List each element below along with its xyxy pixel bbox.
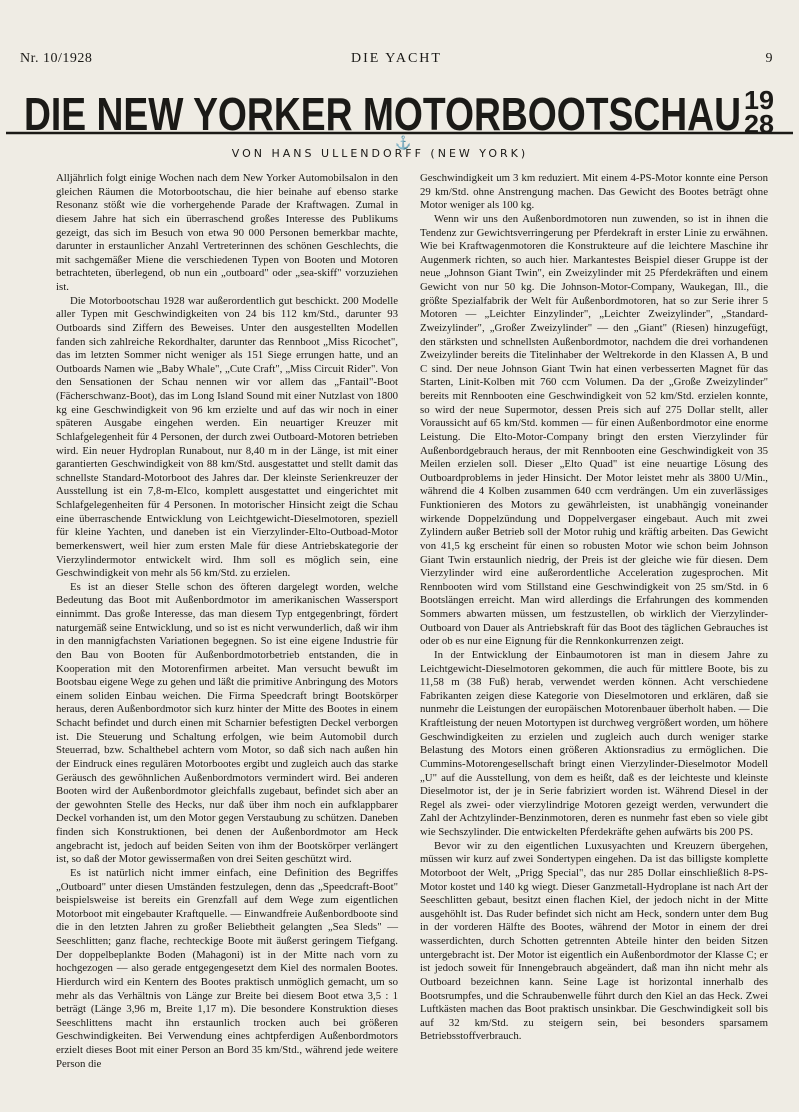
- page-number: 9: [765, 51, 773, 66]
- paragraph: Es ist natürlich nicht immer einfach, eine Definition des Begriffes „Outboard" unter diesen Umständen festzulegen, denn das „Speedcraft-Boot" beispielsweise ist bereits ein Grenzfall auf dem Wege zum eigentlichen Motorboot mit eingebauter Kraftquelle. — Einwandfreie Außenbordboote sind die in den letzten Jahren zu großer Beliebtheit gelangten „Sea Sleds" — Seeschlitten; ganz flache, rechteckige Boote mit äußerst geringem Tiefgang. Der doppelbeplankte Boden (Mahagoni) ist in der Mitte nach vorn zu hochgezogen — also gerade entgegengesetzt dem Kiel des normalen Bootes. Hierdurch wird ein Kentern des Bootes praktisch unmöglich gemacht, um so mehr als das Verhältnis von Länge zur Breite bei diesem Boot etwa 3,5 : 1 beträgt (Länge 3,96 m, Breite 1,17 m). Die besondere Konstruktion dieses Seeschlittens macht ihn erstaunlich trocken auch bei größeren Geschwindigkeiten. Bei Verwendung eines achtpferdigen Außenbordmotors erzielt dieses Boot mit einer Person an Bord 35 km/Std., während jede weitere Person die: [56, 866, 398, 1070]
- paragraph: Wenn wir uns den Außenbordmotoren nun zuwenden, so ist in ihnen die Tendenz zur Gewichtsverringerung per Pferdekraft in erster Linie zu erwähnen. Wie bei Kraftwagenmotoren die Konstrukteure auf die leichtere Maschine ihr Augenmerk richten, so auch hier. Markantestes Beispiel dieser Gruppe ist der neue „Johnson Giant Twin", ein Zweizylinder mit 25 Pferdekräften und einem Gewicht von nur 50 kg. Die Johnson-Motor-Company, Waukegan, Ill., die größte Spezialfabrik der Welt für Außenbordmotoren, hat so zur Serie ihrer 5 Motoren — „Leichter Einzylinder", „Leichter Zweizylinder", „Standard-Zweizylinder", „Großer Zweizylinder" — den „Giant" (Riesen) hinzugefügt, den stärksten und schnellsten Außenbordmotor, nachdem die drei vorhandenen Zweizylinder bereits die Titelinhaber der Weltrekorde in den Klassen A, B und C sind. Der neue Johnson Giant Twin hat einen verbesserten Magnet für das Starten, Linit-Kolben mit 760 ccm Volumen. Da der „Große Zweizylinder" bereits mit Rennbooten eine Geschwindigkeit von 52 km/Std. erzielen konnte, so wird der neue Supermotor, dessen Preis sich auf 275 Dollar stellt, aller Voraussicht auf 65 km/Std. kommen — für einen Außenbordmotor eine enorme Leistung. Die Elto-Motor-Company bringt den ersten Vierzylinder für Außenbordgebrauch heraus, der mit Rennbooten eine Geschwindigkeit von 35 Meilen erzielen soll. Dieser „Elto Quad" ist eine neuartige Lösung des Outboardproblems in jeder Hinsicht. Der Motor leistet mehr als 3800 U/Min., während die 4 Kolben zusammen 640 ccm verdrängen. Um ein zuverlässiges Funktionieren des Motors zu gewährleisten, ist unabhängig voneinander wirkende Doppelzündung und Doppelvergaser eingebaut. Auch mit zwei Zylindern außer Betrieb soll der Motor ruhig und kräftig arbeiten. Das Gewicht von 41,5 kg erscheint für einen so robusten Motor wie schon beim Johnson Giant Twin erstaunlich niedrig, der Preis ist der gleiche wie für diesen. Dem Vierzylinder wird eine außerordentliche Acceleration zugesprochen. Mit Rennbooten wird vom Stillstand eine Geschwindigkeit von 25 sm/Std. in 6 Bootslängen erreicht. Man wird allerdings die Erfahrungen des kommenden Sommers abwarten müssen, um festzustellen, ob wirklich der Vierzylinder-Outboard von Dauer als Antriebskraft für das Boot des täglichen Gebrauches ist oder ob es nur eine Eignung für die Rennkonkurrenzen zeigt.: [420, 212, 768, 648]
- article-byline: VON HANS ULLENDORFF (NEW YORK): [231, 147, 529, 160]
- issue-number: Nr. 10/1928: [20, 51, 93, 66]
- anchor-icon: ⚓: [395, 136, 412, 151]
- paragraph: Die Motorbootschau 1928 war außerordentlich gut beschickt. 200 Modelle aller Typen mit Geschwindigkeiten von 24 bis 112 km/Std., darunter 93 Outboards sind Ziffern des Beweises. Unter den ausgestellten Modellen fanden sich zahlreiche Rekordhalter, darunter das Rennboot „Miss Ricochet", das im letzten Sommer nicht weniger als 151 Siege errungen hatte, und an Outboards Namen wie „Baby Whale", „Cute Craft", „Miss Circuit Rider". Von den Sensationen der Schau nennen wir vor allem das „Fantail"-Boot (Fächerschwanz-Boot), das im Long Island Sound mit einer Nutzlast von 1800 kg eine Geschwindigkeit von 96 km erzielte und auf das wir noch in einer späteren Ausgabe eingehen werden. Ein neuartiger Kreuzer mit Schlafgelegenheit für 4 Personen, der durch zwei Outboard-Motoren betrieben wird. Ein neuer Hydroplan Runabout, nur 8,40 m in der Länge, ist mit einer garantierten Geschwindigkeit von 88 km/Std. ausgestattet und stellt damit das schnellste Standard-Motorboot des Jahres dar. Der kleinste Serienkreuzer der Ausstellung ist ein 7,8-m-Elco, komplett ausgestattet und eingerichtet mit Schlafgelegenheiten für 4 Personen. In motorischer Hinsicht zeigt die Schau eine überraschende Entwicklung von Leichtgewicht-Dieselmotoren, speziell für kleine Yachten, und daneben ist ein Vierzylinder-Elto-Outboad-Motor bemerkenswert, weil hier zum ersten Male für diese Antriebskategorie der Vierzylindermotor entwickelt wird. Ihm soll es möglich sein, eine Geschwindigkeit von mehr als 56 km/Std. zu erzielen.: [56, 294, 398, 580]
- paragraph: Bevor wir zu den eigentlichen Luxusyachten und Kreuzern übergehen, müssen wir kurz auf zwei Sondertypen eingehen. Da ist das billigste komplette Motorboot der Welt, „Prigg Special", das nur 285 Dollar einschließlich 8-PS-Motor kostet und 140 kg wiegt. Dieser Ganzmetall-Hydroplane ist nach Art der Seeschlitten gebaut, besitzt einen flachen Kiel, der jedoch nicht in der Mitte ausgehöhlt ist. Das Ruder befindet sich nicht am Heck, sondern unter dem Bug in der vorderen Hälfte des Bootes, während der Motor in einem der drei wasserdichten, durch Schotten getrennten Abteile hinter den beiden Sitzen untergebracht ist. Der Motor ist eigentlich ein Außenbordmotor der Klasse C; er ist jedoch soweit für Innengebrauch abgeändert, daß man ihn nicht mehr als Outboard bezeichnen kann. Seine Lage ist horizontal innerhalb des Bootsrumpfes, und die Schraubenwelle führt durch den Kiel an das Heck. Zwei Luftkästen machen das Boot praktisch unsinkbar. Die Geschwindigkeit soll bis auf 32 km/Std. zu steigern sein, bei besonders sparsamem Betriebsstoffverbrauch.: [420, 839, 768, 1043]
- paragraph: Es ist an dieser Stelle schon des öfteren dargelegt worden, welche Bedeutung das Boot mit Außenbordmotor im amerikanischen Wassersport einnimmt. Das große Interesse, das man diesem Typ entgegenbringt, fördert naturgemäß seine Entwicklung, und so ist es nicht verwunderlich, daß wir ihm in den mannigfachsten Variationen begegnen. So ist eine eigene Industrie für den Bau von Booten für Außenbordmotorbetrieb entstanden, die in Kooperation mit den Motorenfirmen arbeitet. Man versucht bewußt im Bootsbau eigene Wege zu gehen und läßt die primitive Anbringung des Motors einem soliden Einbau weichen. Die Firma Speedcraft bringt Bootskörper heraus, deren Außenbordmotor sich kurz hinter der Mitte des Bootes in einem Schacht befindet und durch einen mit Scharnier befestigten Deckel verborgen ist. Die Steuerung und Schaltung erfolgen, wie beim Automobil durch Steuerrad, bzw. Schalthebel achtern vom Motor, so daß sich nach außen hin der Eindruck eines regulären Motorbootes ergibt und zugleich auch das starke Geräusch des gewöhnlichen Außenbordmotors vermindert wird. Bei anderen Booten wird der Außenbordmotor gleichfalls zugebaut, befindet sich aber an der gewohnten Stelle des Hecks, nur daß über ihm noch ein aufklappbarer Deckel vorhanden ist, um den Motor gegen Verstaubung zu schützen. Daneben finden sich Konstruktionen, bei denen der Außenbordmotor am Heck angebracht ist, jedoch auf beiden Seiten von ihm der Bootskörper verlängert ist, so daß der Motor gewissermaßen von drei Seiten geschützt wird.: [56, 580, 398, 866]
- left-column: [56, 172, 398, 1071]
- title-year-top: 19: [744, 85, 774, 115]
- magazine-name: DIE YACHT: [351, 51, 442, 66]
- running-head: [20, 51, 773, 71]
- article-title: DIE NEW YORKER MOTORBOOTSCHAU: [24, 88, 741, 140]
- paragraph: Alljährlich folgt einige Wochen nach dem New Yorker Automobilsalon in den gleichen Räumen die Motorbootschau, die hier beinahe auf ebenso starke Resonanz stößt wie die vorhergehende Parade der Kraftwagen. Zumal in diesem Jahre hat sich ein überraschend großes Interesse des Publikums gezeigt, das sich im Besuch von etwa 90 000 Personen bemerkbar machte, darunter in erstaunlicher Anzahl Vertreterinnen des schönen Geschlechts, die mit sachgemäßer Miene die verschiedenen Typen von Booten und Motoren betrachteten, überlegend, ob nun ein „outboard" oder „sea-skiff" vorzuziehen ist.: [56, 172, 398, 293]
- paragraph: In der Entwicklung der Einbaumotoren ist man in diesem Jahre zu Leichtgewicht-Dieselmotoren gekommen, die auch für mittlere Boote, bis zu 11,58 m (38 Fuß) herab, verwendet werden können. Acht verschiedene Fabrikanten zeigen diese Kategorie von Dieselmotoren und erklären, daß sie nunmehr die Leistungen der europäischen Motorenbauer überholt haben. — Die Kraftleistung der neuen Motortypen ist durchweg vergrößert worden, um höhere Geschwindigkeiten zu erzielen und zugleich auch durch weniger starke Belastung des Motors einen größeren Aktionsradius zu ermöglichen. Die Cummins-Motorengesellschaft bringt einen Vierzylinder-Dieselmotor Modell „U" auf die Ausstellung, von dem es heißt, daß es der leichteste und kleinste Dieselmotor ist, der je in Serie fabriziert worden ist. Während Diesel in der Regel als zwei- oder vierzylindrige Motoren gezeigt werden, verwundert die Zahl der Achtzylinder-Benzinmotoren, deren es nunmehr fast eben so viele gibt wie Sechszylinder. Die entwickelten Pferdekräfte gehen aufwärts bis 200 PS.: [420, 648, 768, 838]
- right-column: [420, 172, 768, 1044]
- paragraph: Geschwindigkeit um 3 km reduziert. Mit einem 4-PS-Motor konnte eine Person 29 km/Std. ohne Anstrengung machen. Das Gewicht des Bootes beträgt ohne Motor weniger als 100 kg.: [420, 172, 768, 212]
- title-year-bottom: 28: [744, 109, 774, 139]
